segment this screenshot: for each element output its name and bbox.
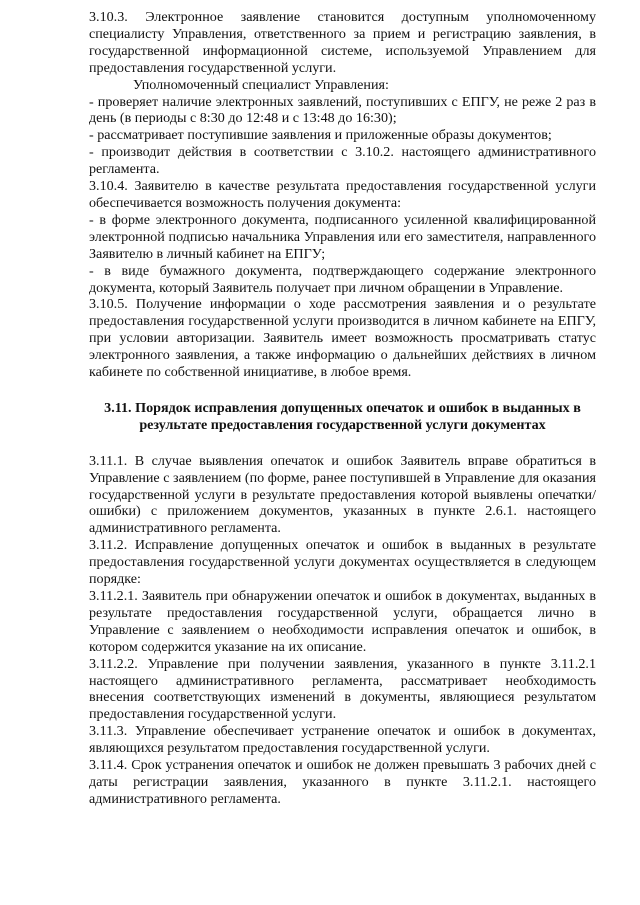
- paragraph-3-11-1: 3.11.1. В случае выявления опечаток и ошибок Заявитель вправе обратиться в Управление с заявлением (по форме, ранее поступившей в Управление для оказания государственной услуги в результате предоставления которой выявлены опечатки/ошибки) с приложением документов, указанных в пункте 2.6.1. настоящего административного регламента.: [89, 452, 596, 537]
- list-item-paper-document: - в виде бумажного документа, подтверждающего содержание электронного документа, который Заявитель получает при личном обращении в Управление.: [89, 262, 596, 296]
- paragraph-3-10-5: 3.10.5. Получение информации о ходе рассмотрения заявления и о результате предоставления государственной услуги производится в личном кабинете на ЕПГУ, при условии авторизации. Заявитель имеет возможность просматривать статус электронного заявления, а также информацию о дальнейших действиях в личном кабинете по собственной инициативе, в любое время.: [89, 296, 596, 381]
- paragraph-3-11-2: 3.11.2. Исправление допущенных опечаток и ошибок в выданных в результате предоставления государственной услуги документах осуществляется в следующем порядке:: [89, 537, 596, 588]
- paragraph-3-10-4: 3.10.4. Заявителю в качестве результата предоставления государственной услуги обеспечивается возможность получения документа:: [89, 178, 596, 211]
- paragraph-3-10-3: 3.10.3. Электронное заявление становится доступным уполномоченному специалисту Управления, ответственного за прием и регистрацию заявления, в государственной информационной системе, используемой Управлением для предоставления государственной услуги.: [89, 9, 596, 76]
- paragraph-3-11-2-2: 3.11.2.2. Управление при получении заявления, указанного в пункте 3.11.2.1 настоящего административного регламента, рассматривает необходимость внесения соответствующих изменений в документы, являющиеся результатом предоставления государственной услуги.: [89, 655, 596, 723]
- section-heading-3-11: 3.11. Порядок исправления допущенных опечаток и ошибок в выданных в результате предоставления государственной услуги документах: [104, 399, 581, 433]
- list-item-perform-actions: - производит действия в соответствии с 3.10.2. настоящего административного регламента.: [89, 144, 596, 178]
- paragraph-3-11-3: 3.11.3. Управление обеспечивает устранение опечаток и ошибок в документах, являющихся результатом предоставления государственной услуги.: [89, 723, 596, 757]
- paragraph-specialist-intro: Уполномоченный специалист Управления:: [133, 76, 389, 93]
- paragraph-3-11-2-1: 3.11.2.1. Заявитель при обнаружении опечаток и ошибок в документах, выданных в результате предоставления государственной услуги, обращается лично в Управление с заявлением о необходимости исправления опечаток и ошибок, в котором содержится указание на их описание.: [89, 588, 596, 655]
- paragraph-3-11-4: 3.11.4. Срок устранения опечаток и ошибок не должен превышать 3 рабочих дней с даты регистрации заявления, указанного в пункте 3.11.2.1. настоящего административного регламента.: [89, 757, 596, 807]
- list-item-electronic-document: - в форме электронного документа, подписанного усиленной квалифицированной электронной подписью начальника Управления или его заместителя, направленного Заявителю в личный кабинет на ЕПГУ;: [89, 211, 596, 262]
- list-item-review-applications: - рассматривает поступившие заявления и приложенные образы документов;: [89, 127, 552, 144]
- list-item-check-applications: - проверяет наличие электронных заявлений, поступивших с ЕПГУ, не реже 2 раз в день (в периоды с 8:30 до 12:48 и с 13:48 до 16:30);: [89, 93, 596, 127]
